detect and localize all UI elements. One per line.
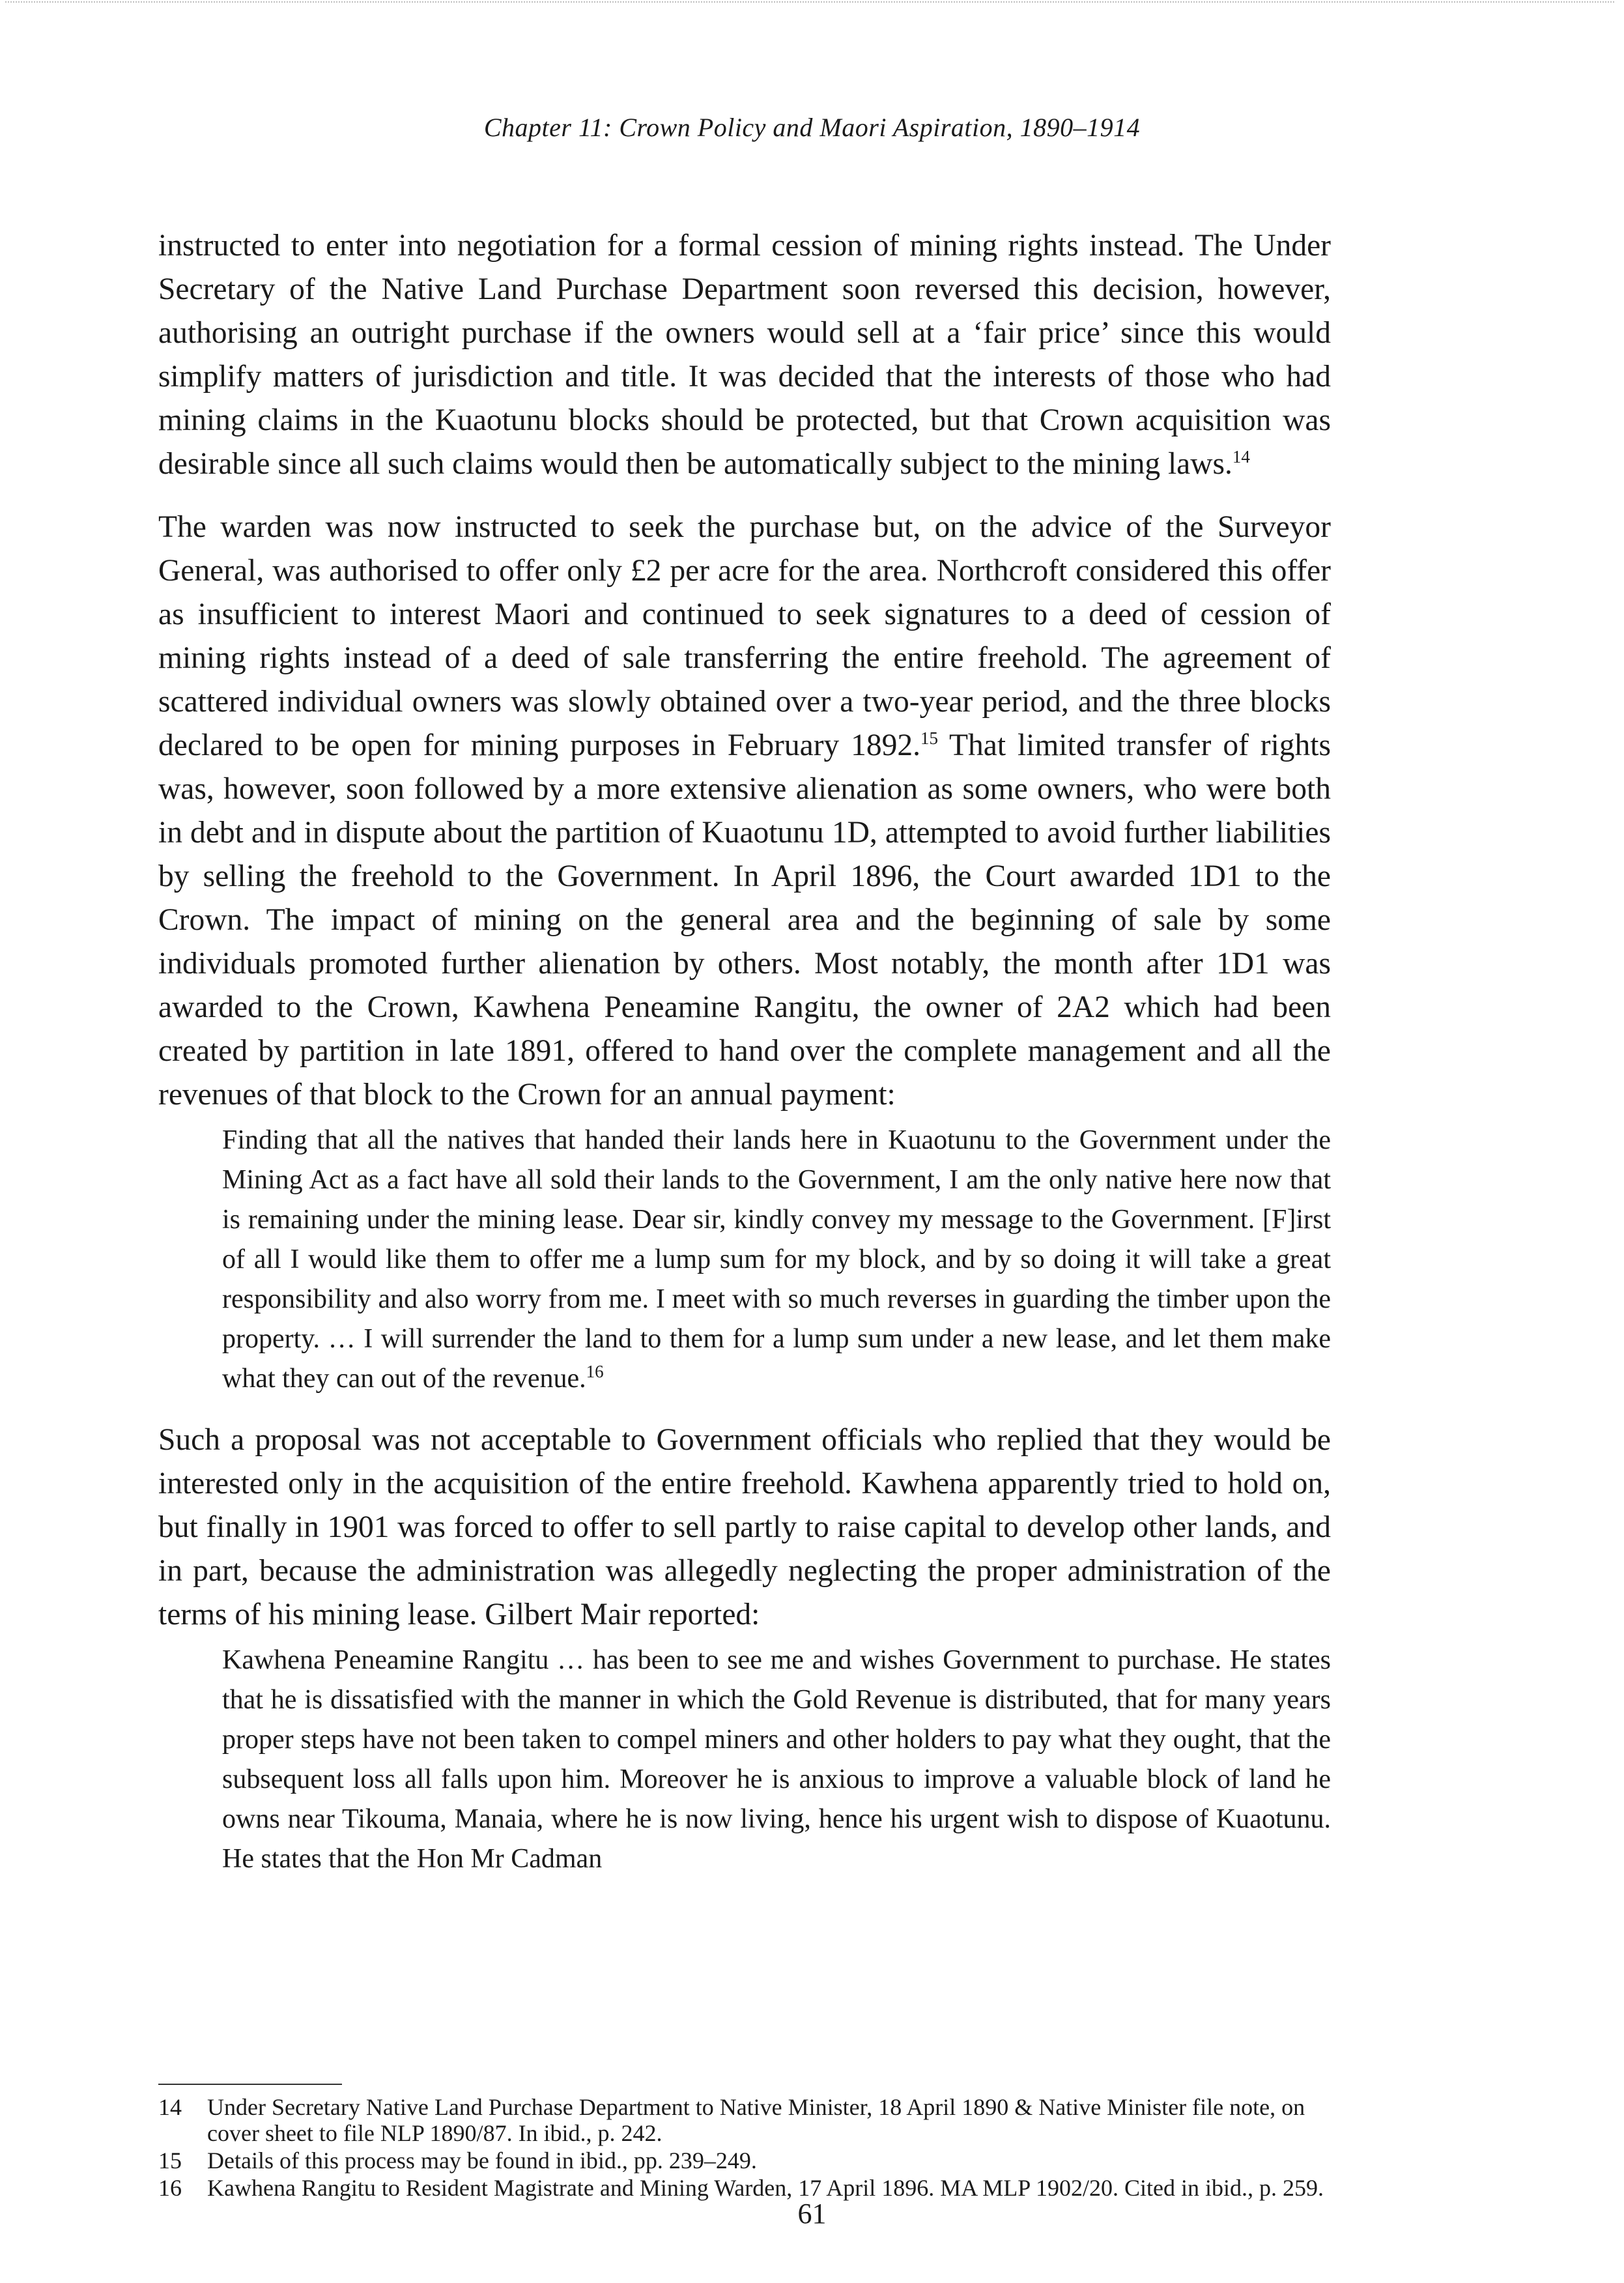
paragraph-2-text-continued: That limited transfer of rights was, however, soon followed by a more extensive alienation as some owners, who were both in debt and in dispute about the partition of Kuaotunu 1D, attempted to avoid further liabilities by selling the freehold to the Government. In April 1896, the Court awarded 1D1 to the Crown. The impact of mining on the general area and the beginning of sale by some individuals promoted further alienation by others. Most notably, the month after 1D1 was awarded to the Crown, Kawhena Peneamine Rangitu, the owner of 2A2 which had been created by partition in late 1891, offered to hand over the complete management and all the revenues of that block to the Crown for an annual payment: bbox=[158, 728, 1331, 1112]
footnote-14 bbox=[158, 2094, 1331, 2146]
footnote-text: Under Secretary Native Land Purchase Department to Native Minister, 18 April 1890 & Native Minister file note, on cover sheet to file NLP 1890/87. In ibid., p. 242. bbox=[207, 2094, 1305, 2146]
paragraph-2 bbox=[158, 506, 1331, 1117]
block-quote-1 bbox=[222, 1121, 1331, 1399]
footnote-15 bbox=[158, 2147, 1331, 2174]
paragraph-1-text: instructed to enter into negotiation for a formal cession of mining rights instead. The Under Secretary of the Native Land Purchase Department soon reversed this decision, however, authorising an outright purchase if the owners would sell at a ‘fair price’ since this would simplify matters of jurisdiction and title. It was decided that the interests of those who had mining claims in the Kuaotunu blocks should be protected, but that Crown acquisition was desirable since all such claims would then be automatically subject to the mining laws. bbox=[158, 229, 1331, 481]
page-edge-border bbox=[5, 1, 1614, 3]
paragraph-2-text: The warden was now instructed to seek the purchase but, on the advice of the Surveyor General, was authorised to offer only £2 per acre for the area. Northcroft considered this offer as insufficient to interest Maori and continued to seek signatures to a deed of cession of mining rights instead of a deed of sale transferring the entire freehold. The agreement of scattered individual owners was slowly obtained over a two-year period, and the three blocks declared to be open for mining purposes in February 1892. bbox=[158, 510, 1331, 762]
block-quote-1-text: Finding that all the natives that handed their lands here in Kuaotunu to the Government under the Mining Act as a fact have all sold their lands to the Government, I am the only native here now that is remaining under the mining lease. Dear sir, kindly convey my message to the Government. [F]irst of all I would like them to offer me a lump sum for my block, and by so doing it will take a great responsibility and also worry from me. I meet with so much reverses in guarding the timber upon the property. … I will surrender the land to them for a lump sum under a new lease, and let them make what they can out of the revenue. bbox=[222, 1125, 1331, 1394]
footnote-ref-16[interactable]: 16 bbox=[586, 1362, 604, 1381]
footnote-divider bbox=[158, 2084, 342, 2085]
page-number: 61 bbox=[797, 2198, 827, 2230]
footnote-ref-15[interactable]: 15 bbox=[920, 728, 939, 749]
paragraph-1 bbox=[158, 224, 1331, 486]
paragraph-3: Such a proposal was not acceptable to Government officials who replied that they would be interested only in the acquisition of the entire freehold. Kawhena apparently tried to hold on, but finally in 1901 was forced to offer to sell partly to raise capital to develop other lands, and in part, because the administration was allegedly neglecting the proper administration of the terms of his mining lease. Gilbert Mair reported: bbox=[158, 1423, 1331, 1631]
footnote-number: 16 bbox=[158, 2175, 182, 2201]
body-text bbox=[158, 224, 1331, 1879]
footnote-number: 15 bbox=[158, 2147, 182, 2174]
block-quote-2: Kawhena Peneamine Rangitu … has been to see me and wishes Government to purchase. He states that he is dissatisfied with the manner in which the Gold Revenue is distributed, that for many years proper steps have not been taken to compel miners and other holders to pay what they ought, that the subsequent loss all falls upon him. Moreover he is anxious to improve a valuable block of land he owns near Tikouma, Manaia, where he is now living, hence his urgent wish to dispose of Kuaotunu. He states that the Hon Mr Cadman bbox=[222, 1645, 1331, 1874]
footnote-text: Kawhena Rangitu to Resident Magistrate and Mining Warden, 17 April 1896. MA MLP 1902/20. Cited in ibid., p. 259. bbox=[207, 2175, 1324, 2201]
footnote-number: 14 bbox=[158, 2094, 182, 2120]
running-head: Chapter 11: Crown Policy and Maori Aspiration, 1890–1914 bbox=[483, 113, 1141, 142]
footnotes bbox=[158, 2094, 1331, 2202]
footnote-text: Details of this process may be found in ibid., pp. 239–249. bbox=[207, 2147, 757, 2174]
footnote-ref-14[interactable]: 14 bbox=[1232, 447, 1250, 467]
